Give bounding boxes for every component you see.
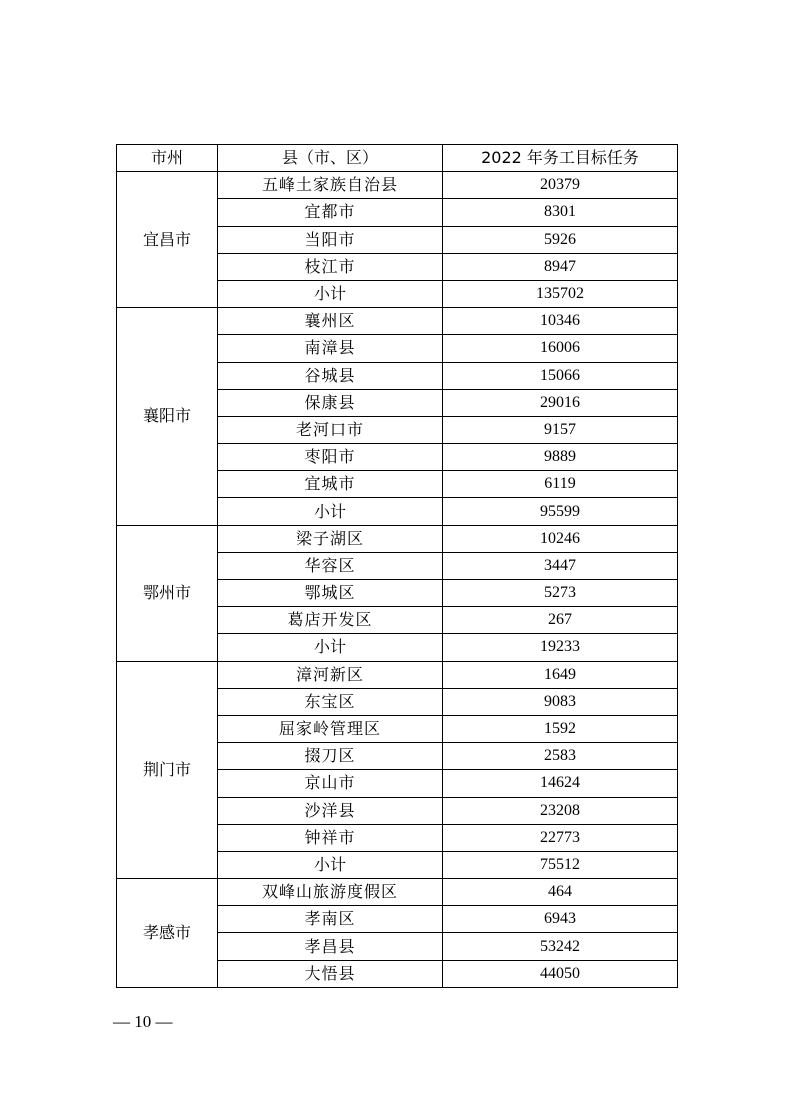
target-cell: 9157 bbox=[443, 416, 678, 443]
county-cell: 五峰土家族自治县 bbox=[218, 172, 443, 199]
target-cell: 15066 bbox=[443, 362, 678, 389]
city-cell: 鄂州市 bbox=[117, 525, 218, 661]
county-cell: 襄州区 bbox=[218, 308, 443, 335]
county-cell: 屈家岭管理区 bbox=[218, 715, 443, 742]
city-cell: 孝感市 bbox=[117, 879, 218, 988]
target-cell: 5273 bbox=[443, 580, 678, 607]
county-cell: 葛店开发区 bbox=[218, 607, 443, 634]
target-cell: 23208 bbox=[443, 797, 678, 824]
subtotal-label: 小计 bbox=[218, 634, 443, 661]
county-cell: 华容区 bbox=[218, 552, 443, 579]
subtotal-label: 小计 bbox=[218, 498, 443, 525]
subtotal-label: 小计 bbox=[218, 280, 443, 307]
table-row bbox=[117, 879, 678, 906]
subtotal-value: 135702 bbox=[443, 280, 678, 307]
target-cell: 1592 bbox=[443, 715, 678, 742]
header-county: 县（市、区） bbox=[218, 145, 443, 172]
subtotal-value: 19233 bbox=[443, 634, 678, 661]
target-cell: 8301 bbox=[443, 199, 678, 226]
task-table bbox=[116, 144, 678, 988]
county-cell: 枣阳市 bbox=[218, 444, 443, 471]
table-row bbox=[117, 172, 678, 199]
county-cell: 宜城市 bbox=[218, 471, 443, 498]
county-cell: 沙洋县 bbox=[218, 797, 443, 824]
table-row bbox=[117, 661, 678, 688]
county-cell: 南漳县 bbox=[218, 335, 443, 362]
target-cell: 14624 bbox=[443, 770, 678, 797]
target-cell: 44050 bbox=[443, 960, 678, 987]
target-cell: 1649 bbox=[443, 661, 678, 688]
table-row bbox=[117, 525, 678, 552]
subtotal-label: 小计 bbox=[218, 851, 443, 878]
table-row bbox=[117, 308, 678, 335]
target-cell: 53242 bbox=[443, 933, 678, 960]
target-cell: 2583 bbox=[443, 743, 678, 770]
table-body bbox=[117, 172, 678, 988]
target-cell: 5926 bbox=[443, 226, 678, 253]
county-cell: 漳河新区 bbox=[218, 661, 443, 688]
county-cell: 谷城县 bbox=[218, 362, 443, 389]
header-row bbox=[117, 145, 678, 172]
target-cell: 464 bbox=[443, 879, 678, 906]
target-cell: 9889 bbox=[443, 444, 678, 471]
header-city: 市州 bbox=[117, 145, 218, 172]
county-cell: 钟祥市 bbox=[218, 824, 443, 851]
target-cell: 3447 bbox=[443, 552, 678, 579]
target-cell: 10346 bbox=[443, 308, 678, 335]
target-cell: 16006 bbox=[443, 335, 678, 362]
subtotal-value: 95599 bbox=[443, 498, 678, 525]
county-cell: 梁子湖区 bbox=[218, 525, 443, 552]
county-cell: 双峰山旅游度假区 bbox=[218, 879, 443, 906]
county-cell: 老河口市 bbox=[218, 416, 443, 443]
county-cell: 东宝区 bbox=[218, 688, 443, 715]
city-cell: 襄阳市 bbox=[117, 308, 218, 526]
city-cell: 荆门市 bbox=[117, 661, 218, 879]
target-cell: 6943 bbox=[443, 906, 678, 933]
county-cell: 保康县 bbox=[218, 389, 443, 416]
target-cell: 20379 bbox=[443, 172, 678, 199]
target-cell: 29016 bbox=[443, 389, 678, 416]
target-cell: 6119 bbox=[443, 471, 678, 498]
county-cell: 京山市 bbox=[218, 770, 443, 797]
target-cell: 9083 bbox=[443, 688, 678, 715]
city-cell: 宜昌市 bbox=[117, 172, 218, 308]
target-cell: 10246 bbox=[443, 525, 678, 552]
county-cell: 宜都市 bbox=[218, 199, 443, 226]
page-number: — 10 — bbox=[113, 1012, 173, 1031]
county-cell: 孝南区 bbox=[218, 906, 443, 933]
county-cell: 鄂城区 bbox=[218, 580, 443, 607]
county-cell: 掇刀区 bbox=[218, 743, 443, 770]
county-cell: 大悟县 bbox=[218, 960, 443, 987]
subtotal-value: 75512 bbox=[443, 851, 678, 878]
county-cell: 枝江市 bbox=[218, 253, 443, 280]
header-target: 2022 年务工目标任务 bbox=[443, 145, 678, 172]
target-cell: 267 bbox=[443, 607, 678, 634]
county-cell: 孝昌县 bbox=[218, 933, 443, 960]
county-cell: 当阳市 bbox=[218, 226, 443, 253]
target-cell: 8947 bbox=[443, 253, 678, 280]
target-cell: 22773 bbox=[443, 824, 678, 851]
